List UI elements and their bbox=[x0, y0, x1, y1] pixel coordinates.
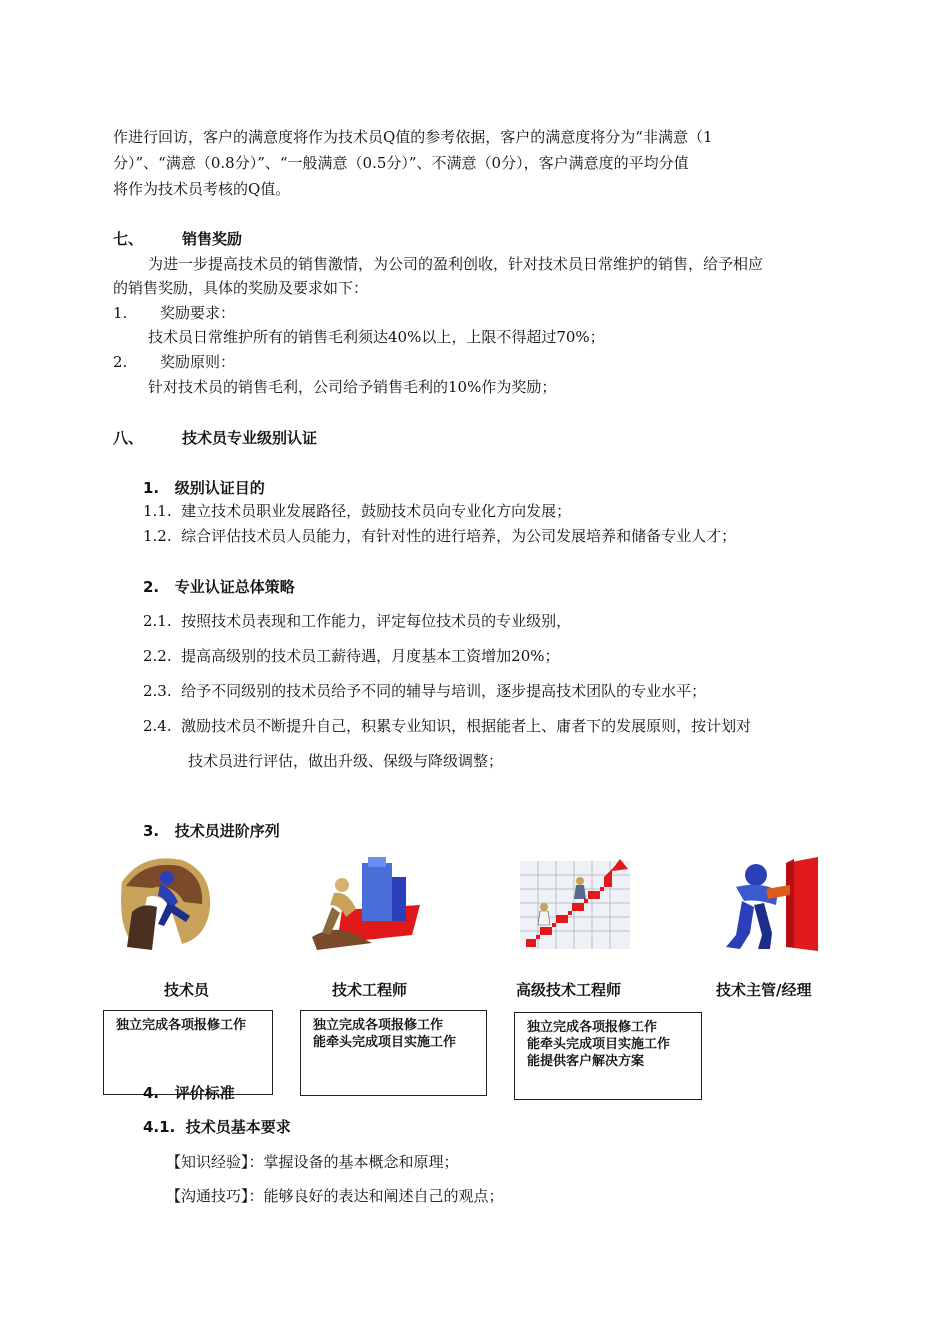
technician-climbing-clipart bbox=[112, 852, 216, 952]
section7-item1-label: 奖励要求： bbox=[160, 304, 236, 322]
duty-engineer-2: 能牵头完成项目实施工作 bbox=[313, 1035, 457, 1050]
level-name-engineer: 技术工程师 bbox=[332, 981, 408, 999]
sub1-title: 1. 级别认证目的 bbox=[143, 479, 265, 497]
section7-item2-number: 2. bbox=[113, 353, 128, 371]
duty-technician-1: 独立完成各项报修工作 bbox=[116, 1018, 247, 1033]
section7-item1-number: 1. bbox=[113, 304, 128, 322]
section8-number: 八、 bbox=[113, 429, 144, 447]
section7-para-line-2: 的销售奖励，具体的奖励及要求如下： bbox=[113, 279, 369, 297]
section7-item2-text: 针对技术员的销售毛利，公司给予销售毛利的10%作为奖励； bbox=[148, 378, 557, 396]
requirement-knowledge-label: 【知识经验】 bbox=[166, 1153, 249, 1171]
duty-senior-2: 能牵头完成项目实施工作 bbox=[527, 1037, 671, 1052]
intro-line-1: 作进行回访，客户的满意度将作为技术员Q值的参考依据，客户的满意度将分为“非满意（1 bbox=[113, 128, 713, 146]
level-name-manager: 技术主管/经理 bbox=[716, 981, 812, 999]
requirement-communication bbox=[166, 1185, 504, 1207]
manager-arrow-clipart bbox=[706, 855, 820, 953]
section7-item1-text: 技术员日常维护所有的销售毛利须达40%以上，上限不得超过70%； bbox=[148, 328, 605, 346]
intro-line-2: 分）”、“满意（0.8分）”、“一般满意（0.5分）”、不满意（0分），客户满意度的平均分值 bbox=[113, 154, 689, 172]
engineer-building-clipart bbox=[312, 855, 422, 950]
duty-box-engineer bbox=[300, 1010, 487, 1096]
requirement-knowledge bbox=[166, 1151, 459, 1173]
duty-senior-1: 独立完成各项报修工作 bbox=[527, 1020, 658, 1035]
section7-title: 销售奖励 bbox=[182, 230, 243, 248]
sub2-item-4: 2.4. 激励技术员不断提升自己，积累专业知识，根据能者上、庸者下的发展原则，按计划对 bbox=[143, 717, 752, 735]
sub2-item-1: 2.1. 按照技术员表现和工作能力，评定每位技术员的专业级别， bbox=[143, 612, 572, 630]
intro-line-3: 将作为技术员考核的Q值。 bbox=[113, 180, 291, 198]
level-name-technician: 技术员 bbox=[164, 981, 210, 999]
duty-engineer-1: 独立完成各项报修工作 bbox=[313, 1018, 444, 1033]
sub41-title: 4.1. 技术员基本要求 bbox=[143, 1118, 291, 1136]
sub4-title: 4. 评价标准 bbox=[143, 1084, 235, 1102]
sub2-item-2: 2.2. 提高高级别的技术员工薪待遇，月度基本工资增加20%； bbox=[143, 647, 560, 665]
section8-title: 技术员专业级别认证 bbox=[182, 429, 318, 447]
sub2-item-4-continued: 技术员进行评估，做出升级、保级与降级调整； bbox=[188, 752, 504, 770]
sub1-item-1: 1.1. 建立技术员职业发展路径，鼓励技术员向专业化方向发展； bbox=[143, 502, 572, 520]
level-name-senior-engineer: 高级技术工程师 bbox=[516, 981, 622, 999]
sub1-item-2: 1.2. 综合评估技术员人员能力，有针对性的进行培养，为公司发展培养和储备专业人才； bbox=[143, 527, 737, 545]
senior-engineer-staircase-clipart bbox=[516, 855, 634, 953]
section7-para-line-1: 为进一步提高技术员的销售激情，为公司的盈利创收，针对技术员日常维护的销售，给予相应 bbox=[148, 255, 764, 273]
sub2-title: 2. 专业认证总体策略 bbox=[143, 578, 295, 596]
duty-box-senior-engineer bbox=[514, 1012, 702, 1100]
requirement-knowledge-text: ：掌握设备的基本概念和原理； bbox=[248, 1153, 459, 1171]
section7-item2-label: 奖励原则： bbox=[160, 353, 236, 371]
sub3-title: 3. 技术员进阶序列 bbox=[143, 822, 280, 840]
duty-senior-3: 能提供客户解决方案 bbox=[527, 1054, 645, 1069]
requirement-communication-text: ：能够良好的表达和阐述自己的观点； bbox=[248, 1187, 504, 1205]
requirement-communication-label: 【沟通技巧】 bbox=[166, 1187, 249, 1205]
sub2-item-3: 2.3. 给予不同级别的技术员给予不同的辅导与培训，逐步提高技术团队的专业水平； bbox=[143, 682, 707, 700]
section7-number: 七、 bbox=[113, 230, 144, 248]
